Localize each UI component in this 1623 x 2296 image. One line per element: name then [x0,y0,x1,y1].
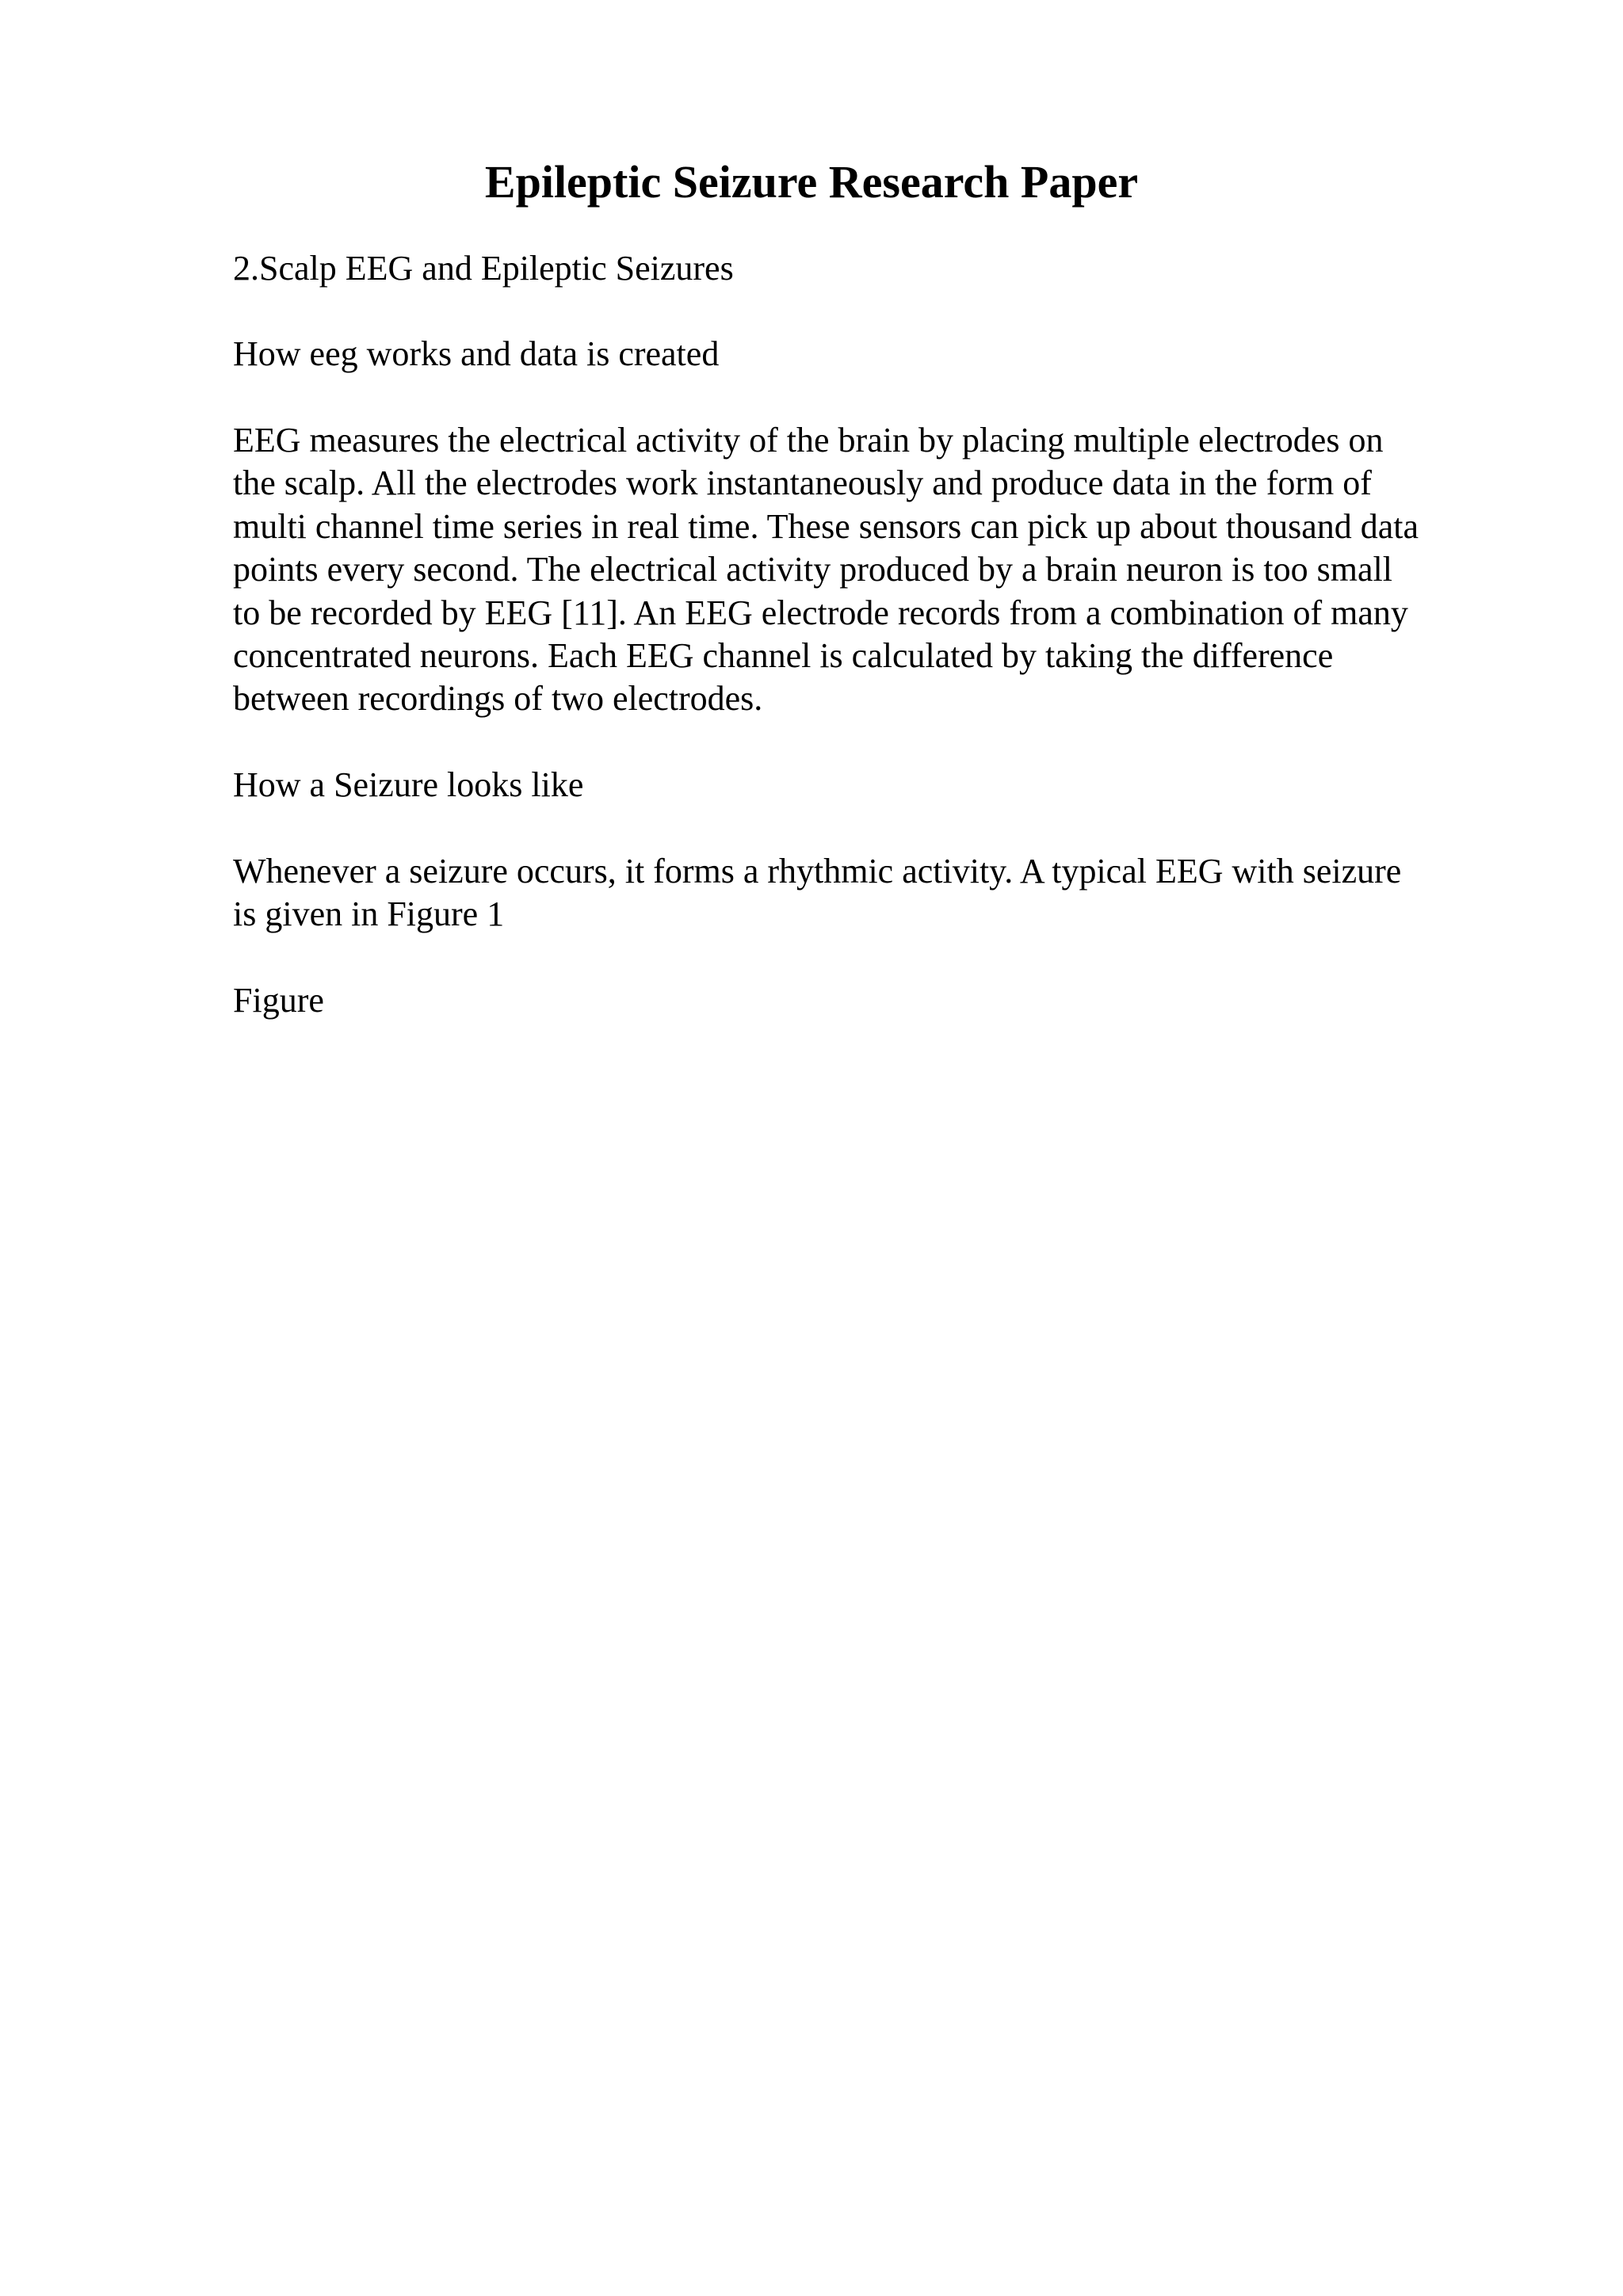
paragraph-line: to be recorded by EEG [11]. An EEG electrode records from a combination of many [233,593,1408,632]
paragraph-seizure-description [233,850,1517,936]
paragraph-line: is given in Figure 1 [233,894,505,934]
paragraph-line: between recordings of two electrodes. [233,679,763,719]
subheading-seizure-looks: How a Seizure looks like [233,765,584,804]
subheading-how-eeg-works: How eeg works and data is created [233,334,720,373]
figure-label: Figure [233,981,324,1020]
paragraph-line: concentrated neurons. Each EEG channel is calculated by taking the difference [233,636,1334,676]
page-title: Epileptic Seizure Research Paper [484,156,1139,208]
paragraph-line: points every second. The electrical activity produced by a brain neuron is too small [233,550,1392,589]
paragraph-line: Whenever a seizure occurs, it forms a rhythmic activity. A typical EEG with seizure [233,852,1402,891]
section-heading: 2.Scalp EEG and Epileptic Seizures [233,249,734,288]
paragraph-line: EEG measures the electrical activity of the brain by placing multiple electrodes on [233,421,1384,460]
paragraph-line: multi channel time series in real time. These sensors can pick up about thousand data [233,506,1419,546]
paragraph-line: the scalp. All the electrodes work instantaneously and produce data in the form of [233,463,1372,503]
paragraph-eeg-description [233,419,1517,721]
